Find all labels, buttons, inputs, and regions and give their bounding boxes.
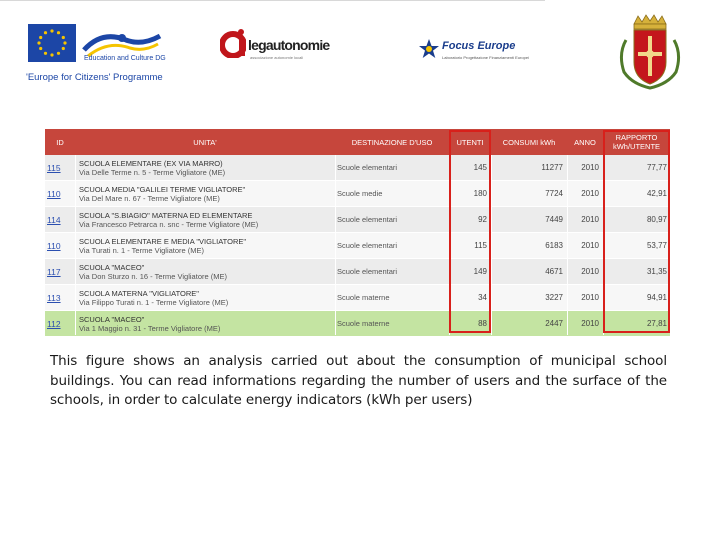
row-destination: Scuole elementari (337, 241, 398, 250)
row-year: 2010 (581, 319, 599, 328)
row-unit-address: Via Del Mare n. 67 - Terme Vigliatore (ME) (79, 193, 220, 203)
column-divider (567, 155, 568, 335)
row-consumption: 6183 (545, 241, 563, 250)
row-id-link[interactable]: 110 (47, 188, 61, 199)
focus-europe-name: Focus Europe (442, 40, 516, 52)
row-consumption: 3227 (545, 293, 563, 302)
row-users: 145 (473, 163, 487, 172)
table-row (45, 259, 670, 285)
table-row (45, 233, 670, 259)
table-header (45, 129, 670, 155)
column-divider (491, 155, 492, 335)
row-ratio: 94,91 (646, 293, 667, 302)
row-consumption: 7449 (545, 215, 563, 224)
row-unit-address: Via Francesco Petrarca n. snc - Terme Vigliatore (ME) (79, 219, 259, 229)
row-id-link[interactable]: 114 (47, 214, 61, 225)
row-users: 92 (478, 215, 487, 224)
row-destination: Scuole elementari (337, 215, 398, 224)
header-id: ID (56, 137, 64, 147)
row-unit-name: SCUOLA MATERNA "VIGLIATORE" (79, 288, 199, 298)
row-unit (79, 285, 339, 310)
row-consumption: 7724 (545, 189, 563, 198)
row-id-link[interactable]: 117 (47, 266, 61, 277)
eu-programme-text: 'Europe for Citizens' Programme (26, 72, 163, 83)
row-unit-address: Via Don Sturzo n. 16 - Terme Vigliatore (ME) (79, 271, 227, 281)
header-consumption: CONSUMI kWh (502, 137, 556, 147)
row-destination: Scuole elementari (337, 267, 398, 276)
legautonomie-logo (220, 24, 350, 64)
focus-europe-tagline: Laboratorio Progettazione Finanziamenti Europei (442, 55, 529, 60)
row-id-link[interactable]: 115 (47, 162, 61, 173)
row-users: 34 (478, 293, 487, 302)
row-ratio: 31,35 (646, 267, 667, 276)
column-divider (75, 155, 76, 335)
row-unit-address: Via Delle Terme n. 5 - Terme Vigliatore (ME) (79, 167, 226, 177)
row-destination: Scuole medie (337, 189, 383, 198)
row-year: 2010 (581, 241, 599, 250)
star-icon (418, 38, 440, 60)
row-unit-address: Via Turati n. 1 - Terme Vigliatore (ME) (79, 245, 205, 255)
header-year: ANNO (574, 137, 596, 147)
header-unit: UNITA' (193, 137, 217, 147)
row-destination: Scuole materne (337, 293, 390, 302)
ratio-column-highlight (603, 130, 670, 333)
legautonomie-tagline: associazione autonomie locali (250, 55, 304, 60)
row-users: 88 (478, 319, 487, 328)
row-unit (79, 311, 339, 336)
row-users: 180 (473, 189, 487, 198)
focus-europe-logo (418, 38, 558, 68)
a-letter-icon (220, 28, 246, 58)
row-unit-name: SCUOLA MEDIA "GALILEI TERME VIGLIATORE" (79, 184, 246, 194)
row-year: 2010 (581, 293, 599, 302)
header-destination: DESTINAZIONE D'USO (351, 137, 433, 147)
row-unit-address: Via 1 Maggio n. 31 - Terme Vigliatore (ME) (79, 323, 221, 333)
row-destination: Scuole materne (337, 319, 390, 328)
row-unit-name: SCUOLA "MACEO" (79, 262, 145, 272)
row-year: 2010 (581, 267, 599, 276)
row-unit-name: SCUOLA "MACEO" (79, 314, 145, 324)
row-unit (79, 181, 339, 206)
eu-dg-text: Education and Culture DG (84, 55, 166, 62)
row-id-link[interactable]: 110 (47, 240, 61, 251)
row-unit-address: Via Filippo Turati n. 1 - Terme Vigliatore (ME) (79, 297, 229, 307)
row-consumption: 4671 (545, 267, 563, 276)
row-id-link[interactable]: 113 (47, 292, 61, 303)
row-unit (79, 207, 339, 232)
row-unit (79, 233, 339, 258)
row-ratio: 42,91 (646, 189, 667, 198)
row-destination: Scuole elementari (337, 163, 398, 172)
row-consumption: 2447 (545, 319, 563, 328)
figure-caption: This figure shows an analysis carried out about the consumption of municipal school buildings. You can read informations regarding the number of users and the surface of the schools, in order to calculate energy indicators (kWh per users) (50, 353, 667, 408)
row-consumption: 11277 (541, 163, 563, 172)
table-row (45, 285, 670, 311)
row-unit (79, 155, 339, 180)
row-ratio: 77,77 (646, 163, 667, 172)
header-ratio-line2: kWh/UTENTE (612, 142, 661, 151)
row-ratio: 27,81 (646, 319, 667, 328)
column-divider (335, 155, 336, 335)
school-consumption-table (45, 129, 670, 335)
row-unit (79, 259, 339, 284)
top-divider (0, 0, 545, 1)
table-row (45, 181, 670, 207)
row-year: 2010 (581, 215, 599, 224)
row-users: 115 (474, 241, 487, 250)
table-row-selected (45, 311, 670, 337)
row-users: 149 (473, 267, 487, 276)
row-year: 2010 (581, 189, 599, 198)
legautonomie-name: legautonomie (248, 37, 330, 53)
municipal-crest-icon (612, 14, 688, 90)
row-unit-name: SCUOLA ELEMENTARE E MEDIA "VIGLIATORE" (79, 236, 247, 246)
eu-logo (24, 20, 164, 86)
row-year: 2010 (581, 163, 599, 172)
row-ratio: 53,77 (646, 241, 667, 250)
row-ratio: 80,97 (646, 215, 667, 224)
row-id-link[interactable]: 112 (47, 318, 61, 329)
table-row (45, 155, 670, 181)
table-row (45, 207, 670, 233)
row-unit-name: SCUOLA "S.BIAGIO" MATERNA ED ELEMENTARE (79, 210, 253, 220)
header-users: UTENTI (456, 137, 484, 147)
header-ratio-line1: RAPPORTO (615, 133, 658, 142)
users-column-highlight (449, 130, 491, 333)
row-unit-name: SCUOLA ELEMENTARE (EX VIA MARRO) (79, 158, 223, 168)
eu-flag-icon (28, 24, 76, 62)
